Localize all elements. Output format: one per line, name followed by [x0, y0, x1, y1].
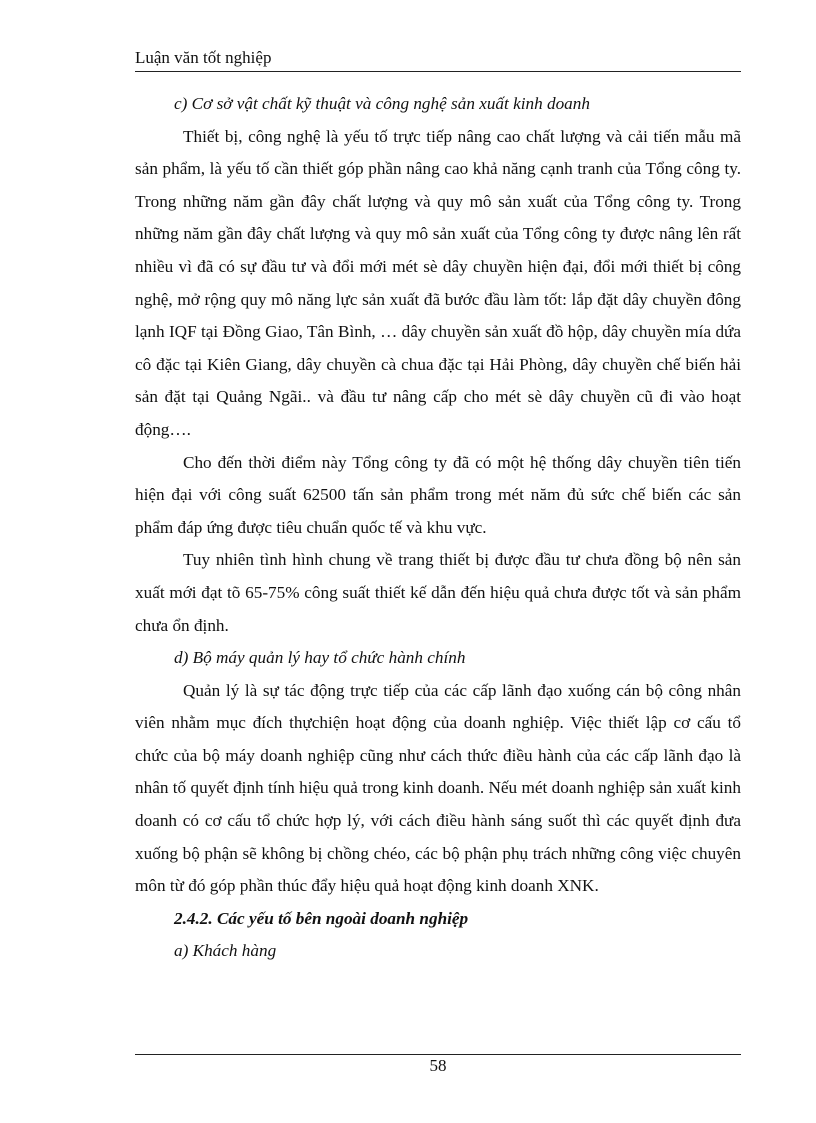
paragraph-management: Quản lý là sự tác động trực tiếp của các cấp lãnh đạo xuống cán bộ công nhân viên nhằm mục đích thựchiện hoạt động của doanh nghiệp. Việc thiết lập cơ cấu tổ chức của bộ máy doanh nghiệp cũng như cách thức điều hành của các cấp lãnh đạo là nhân tố quyết định tính hiệu quả trong kinh doanh. Nếu mét doanh nghiệp sản xuất kinh doanh có cơ cấu tổ chức hợp lý, với cách điều hành sáng suốt thì các quyết định đưa xuống bộ phận sẽ không bị chồng chéo, các bộ phận phụ trách những công việc chuyên môn từ đó góp phần thúc đẩy hiệu quả hoạt động kinh doanh XNK.	[135, 680, 741, 896]
page-body	[135, 88, 741, 968]
section-heading-2-4-2: 2.4.2. Các yếu tố bên ngoài doanh nghiệp	[174, 908, 469, 928]
subheading-a: a) Khách hàng	[174, 941, 277, 961]
subheading-c: c) Cơ sở vật chất kỹ thuật và công nghệ sản xuất kinh doanh	[174, 94, 590, 113]
paragraph-equipment: Thiết bị, công nghệ là yếu tố trực tiếp nâng cao chất lượng và cải tiến mẫu mã sản phẩm, là yếu tố cần thiết góp phần nâng cao khả năng cạnh tranh của Tổng công ty. Trong những năm gần đây chất lượng và quy mô sản xuất của Tổng công ty. Trong những năm gần đây chất lượng và quy mô sản xuất của Tổng công ty được nâng lên rất nhiều vì đã có sự đầu tư và đổi mới mét sè dây chuyền hiện đại, đổi mới thiết bị công nghệ, mở rộng quy mô năng lực sản xuất đã bước đầu làm tốt: lắp đặt dây chuyền đông lạnh IQF tại Đồng Giao, Tân Bình, … dây chuyền sản xuất đồ hộp, dây chuyền mía dứa cô đặc tại Kiên Giang, dây chuyền cà chua đặc tại Hải Phòng, dây chuyền chế biến hải sản đặt tại Quảng Ngãi.. và đầu tư nâng cấp cho mét sè dây chuyền cũ đi vào hoạt động….	[135, 126, 741, 439]
header-divider	[135, 71, 741, 72]
page-number: 58	[429, 1056, 447, 1075]
footer-divider	[135, 1054, 741, 1055]
paragraph-capacity: Cho đến thời điểm này Tổng công ty đã có một hệ thống dây chuyền tiên tiến hiện đại với công suất 62500 tấn sản phẩm trong mét năm đủ sức chế biến các sản phẩm đáp ứng được tiêu chuẩn quốc tế và khu vực.	[135, 452, 741, 537]
subheading-d: d) Bộ máy quản lý hay tổ chức hành chính	[174, 648, 466, 668]
paragraph-limitations: Tuy nhiên tình hình chung về trang thiết bị được đầu tư chưa đồng bộ nên sản xuất mới đạt tõ 65-75% công suất thiết kế dẫn đến hiệu quả chưa được tốt và sản phẩm chưa ổn định.	[135, 550, 741, 635]
running-header: Luận văn tốt nghiệp	[135, 48, 272, 67]
